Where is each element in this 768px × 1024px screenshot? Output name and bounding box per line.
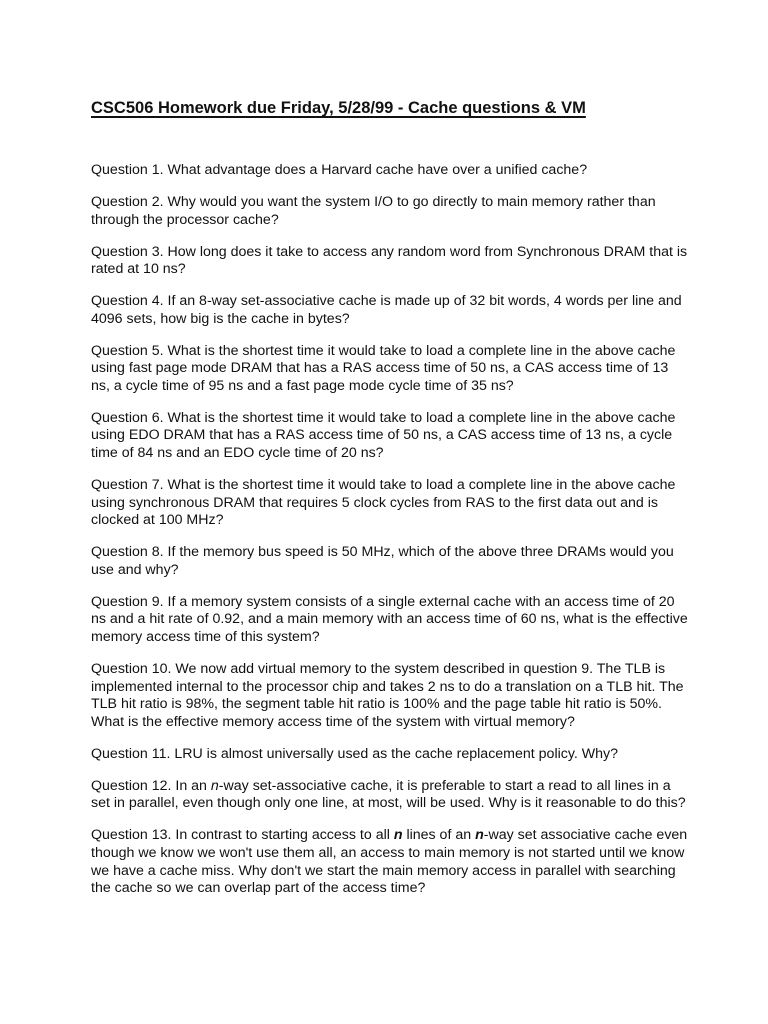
page-title: CSC506 Homework due Friday, 5/28/99 - Cache questions & VM [91,99,586,117]
question-item [91,661,691,731]
question-label: Question 3. [91,243,164,260]
question-item [91,162,691,180]
question-text: n [210,777,219,794]
question-item [91,594,691,647]
question-label: Question 12. [91,777,172,794]
question-text: LRU is almost universally used as the cache replacement policy. Why? [170,745,619,762]
question-text: What is the shortest time it would take to load a complete line in the above cache using fast page mode DRAM that has a RAS access time of 50 ns, a CAS access time of 13 ns, a cycle time of 95 ns and a fast page mode cycle time of 35 ns? [91,342,676,394]
document-page [91,98,691,898]
question-text: If a memory system consists of a single external cache with an access time of 20 ns and a hit rate of 0.92, and a main memory with an access time of 60 ns, what is the effective memory access time of this system? [91,593,688,645]
question-item [91,343,691,396]
question-text: n [475,827,484,844]
question-text: In an [171,777,211,794]
question-item [91,194,691,229]
question-text: What advantage does a Harvard cache have over a unified cache? [163,162,588,178]
question-text: If the memory bus speed is 50 MHz, which of the above three DRAMs would you use and why? [91,544,674,578]
question-label: Question 7. [91,477,164,494]
question-list [91,162,691,898]
question-label: Question 5. [91,342,164,359]
question-label: Question 1. [91,162,164,178]
question-label: Question 10. [91,660,172,677]
question-item [91,477,691,530]
question-label: Question 11. [91,745,171,762]
question-item [91,778,691,813]
question-item [91,544,691,579]
question-text: n [393,827,403,844]
question-label: Question 6. [91,409,164,426]
question-text: What is the shortest time it would take to load a complete line in the above cache using synchronous DRAM that requires 5 clock cycles from RAS to the first data out and is clocked at 100 MHz? [91,477,676,529]
question-label: Question 9. [91,593,164,610]
question-text: Why would you want the system I/O to go directly to main memory rather than through the processor cache? [91,193,656,228]
question-item [91,746,691,764]
question-label: Question 13. [91,827,172,844]
question-label: Question 8. [91,544,164,561]
question-item [91,410,691,463]
question-text: What is the shortest time it would take to load a complete line in the above cache using EDO DRAM that has a RAS access time of 50 ns, a CAS access time of 13 ns, a cycle time of 84 ns and an EDO cycle time of 20 ns? [91,409,676,462]
question-item [91,827,691,897]
question-text: How long does it take to access any random word from Synchronous DRAM that is rated at 10 ns? [91,243,688,278]
question-label: Question 2. [91,193,164,210]
question-text: In contrast to starting access to all [171,827,394,844]
question-item [91,293,691,328]
question-label: Question 4. [91,293,164,310]
question-text: lines of an [402,827,476,844]
question-text: -way set-associative cache, it is preferable to start a read to all lines in a set in parallel, even though only one line, at most, will be used. Why is it reasonable to do this? [91,777,686,812]
question-text: If an 8-way set-associative cache is made up of 32 bit words, 4 words per line and 4096 sets, how big is the cache in bytes? [91,293,682,327]
question-text: -way set associative cache even though we know we won't use them all, an access to main memory is not started until we know we have a cache miss. Why don't we start the main memory access in parallel with searching the cache so we can overlap part of the access time? [91,827,688,897]
question-text: We now add virtual memory to the system described in question 9. The TLB is implemented internal to the processor chip and takes 2 ns to do a translation on a TLB hit. The TLB hit ratio is 98%, the segment table hit ratio is 100% and the page table hit ratio is 50%. What is the effective memory access time of the system with virtual memory? [91,660,684,730]
question-item [91,244,691,279]
